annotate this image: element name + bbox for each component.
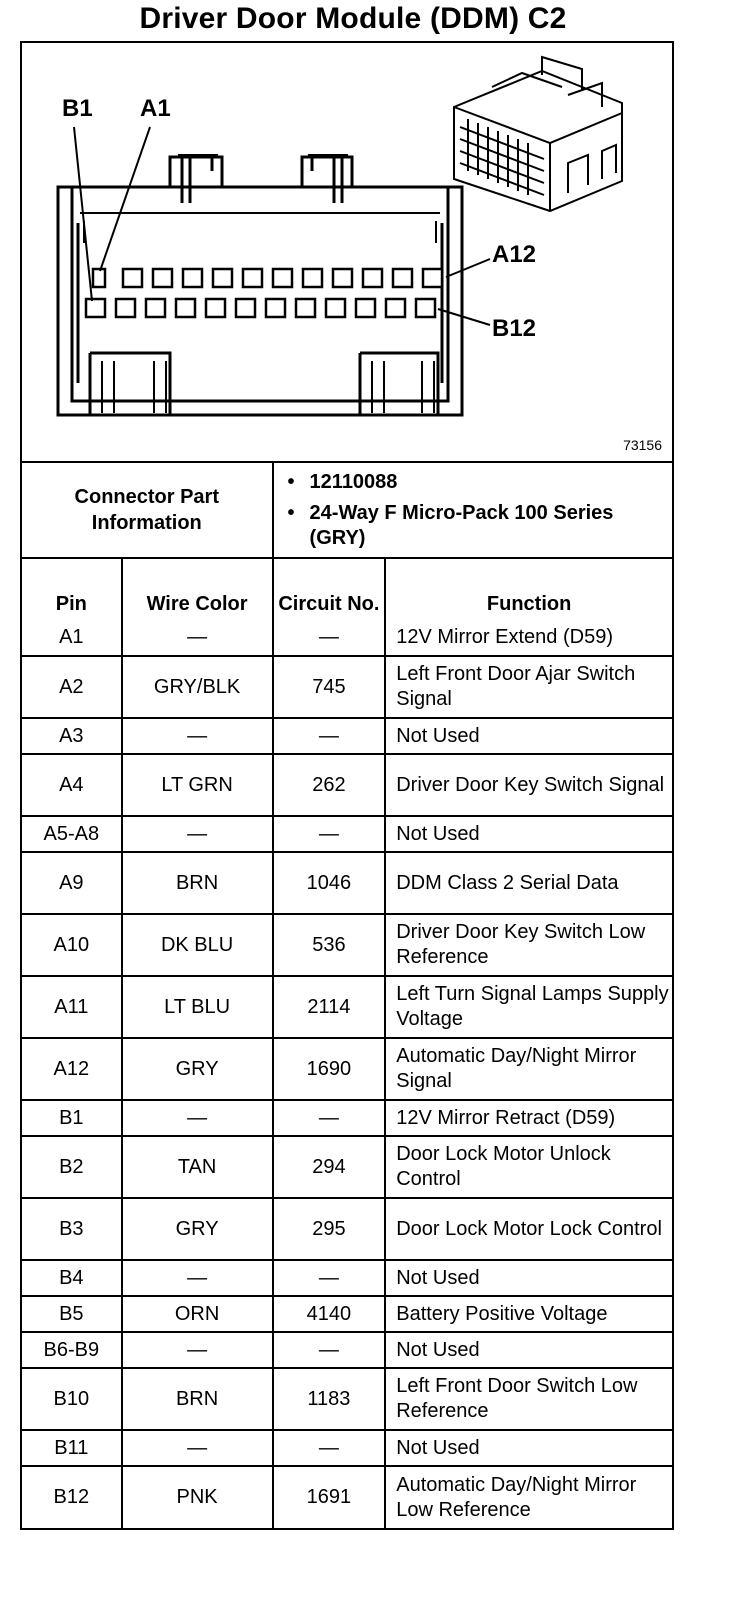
pinout-table <box>22 463 672 1528</box>
function-cell: Driver Door Key Switch Signal <box>385 754 672 816</box>
label-b1: B1 <box>62 95 93 122</box>
table-row <box>22 620 672 656</box>
function-cell: Automatic Day/Night Mirror Low Reference <box>385 1466 672 1528</box>
wire-color-cell: — <box>122 1332 273 1368</box>
pin-cell: B3 <box>22 1198 122 1260</box>
pin-cell: A10 <box>22 914 122 976</box>
pin-cell: B6-B9 <box>22 1332 122 1368</box>
label-b12: B12 <box>492 315 537 342</box>
table-row <box>22 754 672 816</box>
table-row <box>22 1198 672 1260</box>
figure-ref-number: 73156 <box>623 437 662 453</box>
circuit-cell: 1046 <box>273 852 386 914</box>
connector-info-values: • 12110088 • 24-Way F Micro-Pack 100 Series (GRY) <box>273 463 672 558</box>
table-row <box>22 914 672 976</box>
table-row <box>22 1260 672 1296</box>
connector-info-row <box>22 463 672 558</box>
function-cell: Automatic Day/Night Mirror Signal <box>385 1038 672 1100</box>
function-cell: Not Used <box>385 718 672 754</box>
function-cell: Not Used <box>385 1430 672 1466</box>
pin-cell: A4 <box>22 754 122 816</box>
wire-color-cell: ORN <box>122 1296 273 1332</box>
wire-color-cell: GRY/BLK <box>122 656 273 718</box>
function-cell: Driver Door Key Switch Low Reference <box>385 914 672 976</box>
col-header-pin: Pin <box>22 558 122 620</box>
function-cell: Door Lock Motor Unlock Control <box>385 1136 672 1198</box>
table-row <box>22 1038 672 1100</box>
table-row <box>22 718 672 754</box>
circuit-cell: 536 <box>273 914 386 976</box>
circuit-cell: 1690 <box>273 1038 386 1100</box>
circuit-cell: — <box>273 718 386 754</box>
pin-cell: B11 <box>22 1430 122 1466</box>
wire-color-cell: DK BLU <box>122 914 273 976</box>
table-row <box>22 1296 672 1332</box>
table-header <box>22 558 672 620</box>
pin-cell: B1 <box>22 1100 122 1136</box>
table-row <box>22 1332 672 1368</box>
wire-color-cell: BRN <box>122 852 273 914</box>
wire-color-cell: — <box>122 1430 273 1466</box>
function-cell: Not Used <box>385 816 672 852</box>
pin-cell: B5 <box>22 1296 122 1332</box>
col-header-wire-color: Wire Color <box>122 558 273 620</box>
circuit-cell: — <box>273 1332 386 1368</box>
circuit-cell: — <box>273 1100 386 1136</box>
wire-color-cell: LT GRN <box>122 754 273 816</box>
circuit-cell: 1691 <box>273 1466 386 1528</box>
circuit-cell: — <box>273 816 386 852</box>
pin-cell: A1 <box>22 620 122 656</box>
circuit-cell: 745 <box>273 656 386 718</box>
function-cell: Not Used <box>385 1260 672 1296</box>
part-number: 12110088 <box>309 470 398 493</box>
pin-cell: A2 <box>22 656 122 718</box>
table-row <box>22 816 672 852</box>
wire-color-cell: LT BLU <box>122 976 273 1038</box>
wire-color-cell: — <box>122 1100 273 1136</box>
pin-cell: B2 <box>22 1136 122 1198</box>
connector-diagram <box>22 43 672 463</box>
wire-color-cell: BRN <box>122 1368 273 1430</box>
table-row <box>22 1466 672 1528</box>
circuit-cell: — <box>273 1430 386 1466</box>
function-cell: Door Lock Motor Lock Control <box>385 1198 672 1260</box>
table-row <box>22 656 672 718</box>
wire-color-cell: PNK <box>122 1466 273 1528</box>
wire-color-cell: — <box>122 816 273 852</box>
pin-cell: A5-A8 <box>22 816 122 852</box>
pin-cell: B4 <box>22 1260 122 1296</box>
table-row <box>22 1100 672 1136</box>
circuit-cell: 2114 <box>273 976 386 1038</box>
col-header-circuit: Circuit No. <box>273 558 386 620</box>
function-cell: DDM Class 2 Serial Data <box>385 852 672 914</box>
function-cell: 12V Mirror Extend (D59) <box>385 620 672 656</box>
wire-color-cell: — <box>122 718 273 754</box>
pin-cell: A3 <box>22 718 122 754</box>
wire-color-cell: GRY <box>122 1038 273 1100</box>
function-cell: Battery Positive Voltage <box>385 1296 672 1332</box>
wire-color-cell: — <box>122 620 273 656</box>
wire-color-cell: — <box>122 1260 273 1296</box>
col-header-function: Function <box>385 558 672 620</box>
table-row <box>22 1430 672 1466</box>
connector-info-label: Connector Part Information <box>22 463 273 558</box>
connector-sheet <box>20 41 674 1530</box>
wire-color-cell: GRY <box>122 1198 273 1260</box>
table-row <box>22 1136 672 1198</box>
pin-cell: A9 <box>22 852 122 914</box>
circuit-cell: 262 <box>273 754 386 816</box>
pin-cell: A11 <box>22 976 122 1038</box>
circuit-cell: 1183 <box>273 1368 386 1430</box>
circuit-cell: — <box>273 620 386 656</box>
function-cell: 12V Mirror Retract (D59) <box>385 1100 672 1136</box>
function-cell: Left Turn Signal Lamps Supply Voltage <box>385 976 672 1038</box>
label-a1: A1 <box>140 95 171 122</box>
pin-cell: B12 <box>22 1466 122 1528</box>
circuit-cell: — <box>273 1260 386 1296</box>
circuit-cell: 294 <box>273 1136 386 1198</box>
function-cell: Left Front Door Ajar Switch Signal <box>385 656 672 718</box>
wire-color-cell: TAN <box>122 1136 273 1198</box>
label-a12: A12 <box>492 241 537 268</box>
connector-description: 24-Way F Micro-Pack 100 Series (GRY) <box>309 501 614 549</box>
table-row <box>22 852 672 914</box>
pin-cell: B10 <box>22 1368 122 1430</box>
connector-face-drawing <box>22 43 672 461</box>
table-row <box>22 1368 672 1430</box>
circuit-cell: 295 <box>273 1198 386 1260</box>
page-title: Driver Door Module (DDM) C2 <box>139 2 567 35</box>
circuit-cell: 4140 <box>273 1296 386 1332</box>
function-cell: Left Front Door Switch Low Reference <box>385 1368 672 1430</box>
pin-cell: A12 <box>22 1038 122 1100</box>
function-cell: Not Used <box>385 1332 672 1368</box>
table-row <box>22 976 672 1038</box>
